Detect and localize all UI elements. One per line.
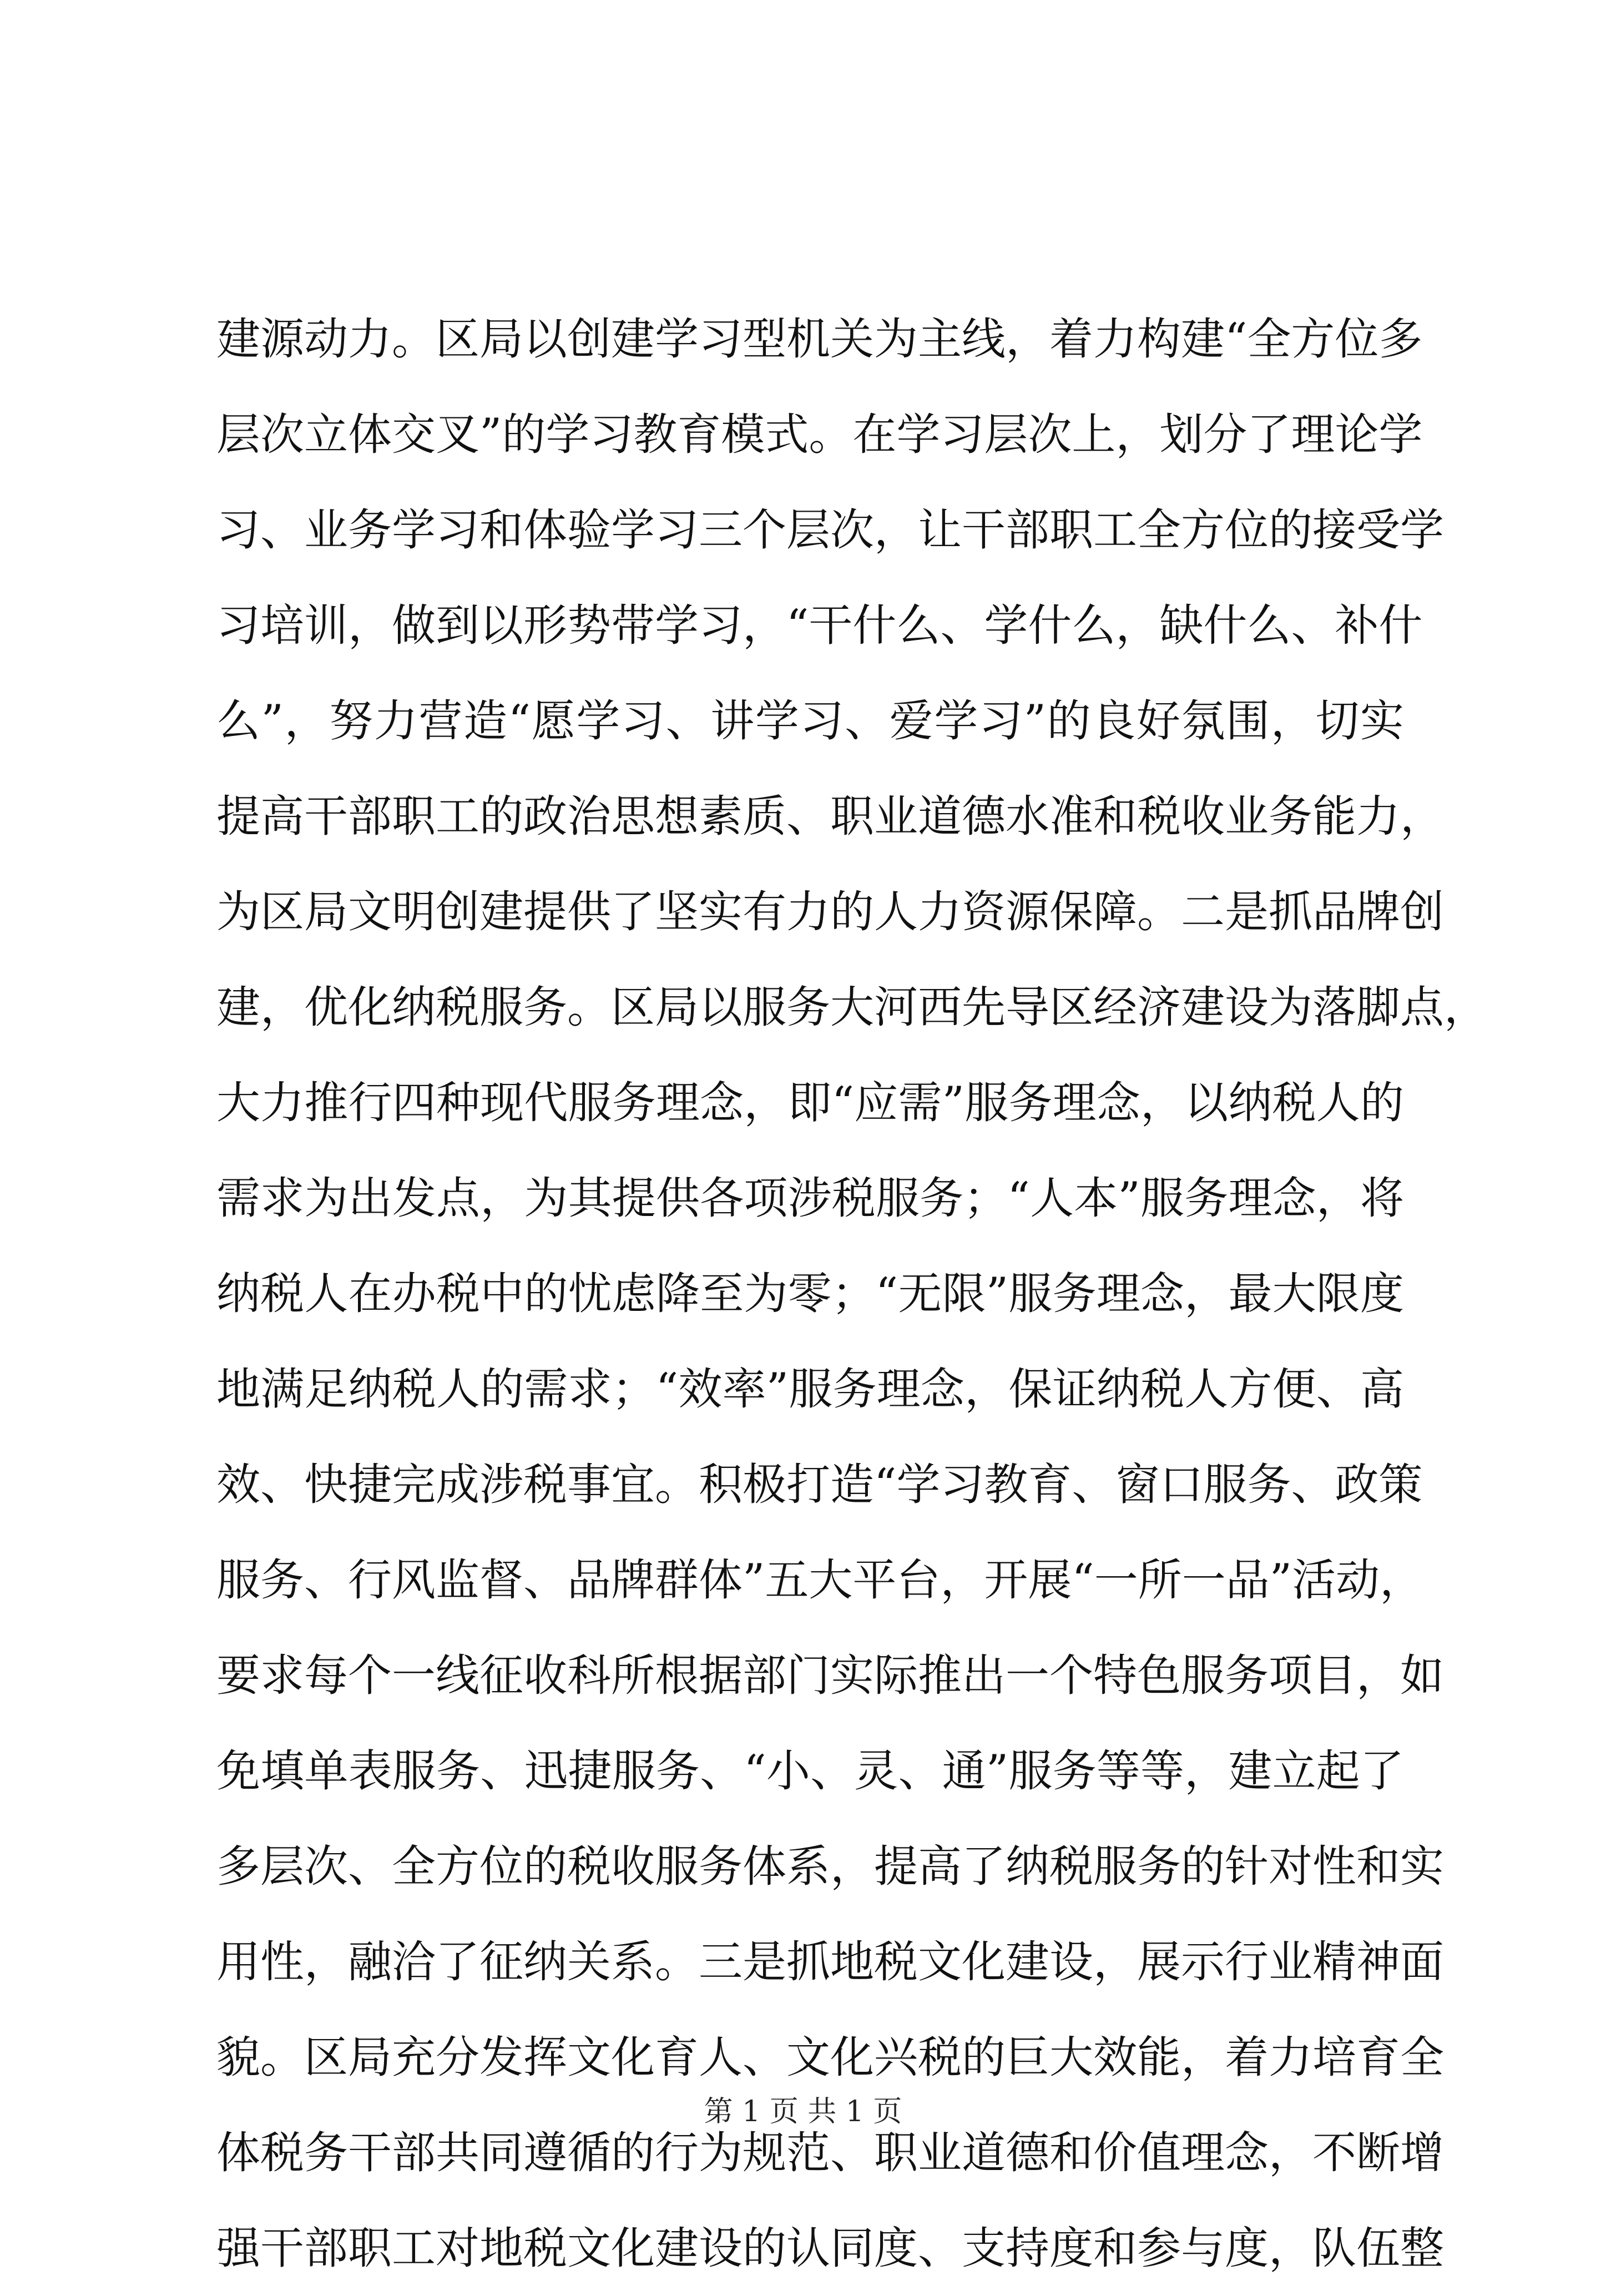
- text-line: 习、业务学习和体验学习三个层次，让干部职工全方位的接受学: [216, 504, 1444, 556]
- text-line: 为区局文明创建提供了坚实有力的人力资源保障。二是抓品牌创: [216, 886, 1444, 937]
- text-line: 貌。区局充分发挥文化育人、文化兴税的巨大效能，着力培育全: [216, 2032, 1444, 2083]
- text-line: 多层次、全方位的税收服务体系，提高了纳税服务的针对性和实: [216, 1841, 1444, 1892]
- text-line: 么”，努力营造“愿学习、讲学习、爱学习”的良好氛围，切实: [216, 695, 1404, 746]
- text-line: 地满足纳税人的需求；“效率”服务理念，保证纳税人方便、高: [216, 1364, 1404, 1415]
- text-line: 大力推行四种现代服务理念，即“应需”服务理念，以纳税人的: [216, 1077, 1404, 1128]
- text-line: 建，优化纳税服务。区局以服务大河西先导区经济建设为落脚点，: [216, 982, 1488, 1033]
- text-line: 用性，融洽了征纳关系。三是抓地税文化建设，展示行业精神面: [216, 1936, 1444, 1987]
- text-line: 习培训，做到以形势带学习，“干什么、学什么，缺什么、补什: [216, 600, 1423, 651]
- text-line: 服务、行风监督、品牌群体”五大平台，开展“一所一品”活动，: [216, 1555, 1424, 1606]
- text-line: 效、快捷完成涉税事宜。积极打造“学习教育、窗口服务、政策: [216, 1459, 1423, 1510]
- text-line: 体税务干部共同遵循的行为规范、职业道德和价值理念，不断增: [216, 2127, 1444, 2178]
- page-number-label: 第 1 页 共 1 页: [704, 2095, 902, 2128]
- page-footer: [0, 2092, 1606, 2131]
- text-line: 要求每个一线征收科所根据部门实际推出一个特色服务项目，如: [216, 1650, 1444, 1701]
- text-line: 提高干部职工的政治思想素质、职业道德水准和税收业务能力，: [216, 791, 1444, 842]
- text-line: 建源动力。区局以创建学习型机关为主线，着力构建“全方位多: [216, 314, 1423, 365]
- body-text: [216, 291, 1488, 2296]
- text-line: 强干部职工对地税文化建设的认同度、支持度和参与度，队伍整: [216, 2223, 1444, 2274]
- text-line: 免填单表服务、迅捷服务、“小、灵、通”服务等等，建立起了: [216, 1745, 1404, 1797]
- text-line: 纳税人在办税中的忧虑降至为零；“无限”服务理念，最大限度: [216, 1268, 1404, 1319]
- text-line: 层次立体交叉”的学习教育模式。在学习层次上，划分了理论学: [216, 409, 1423, 460]
- text-line: 需求为出发点，为其提供各项涉税服务；“人本”服务理念，将: [216, 1173, 1404, 1224]
